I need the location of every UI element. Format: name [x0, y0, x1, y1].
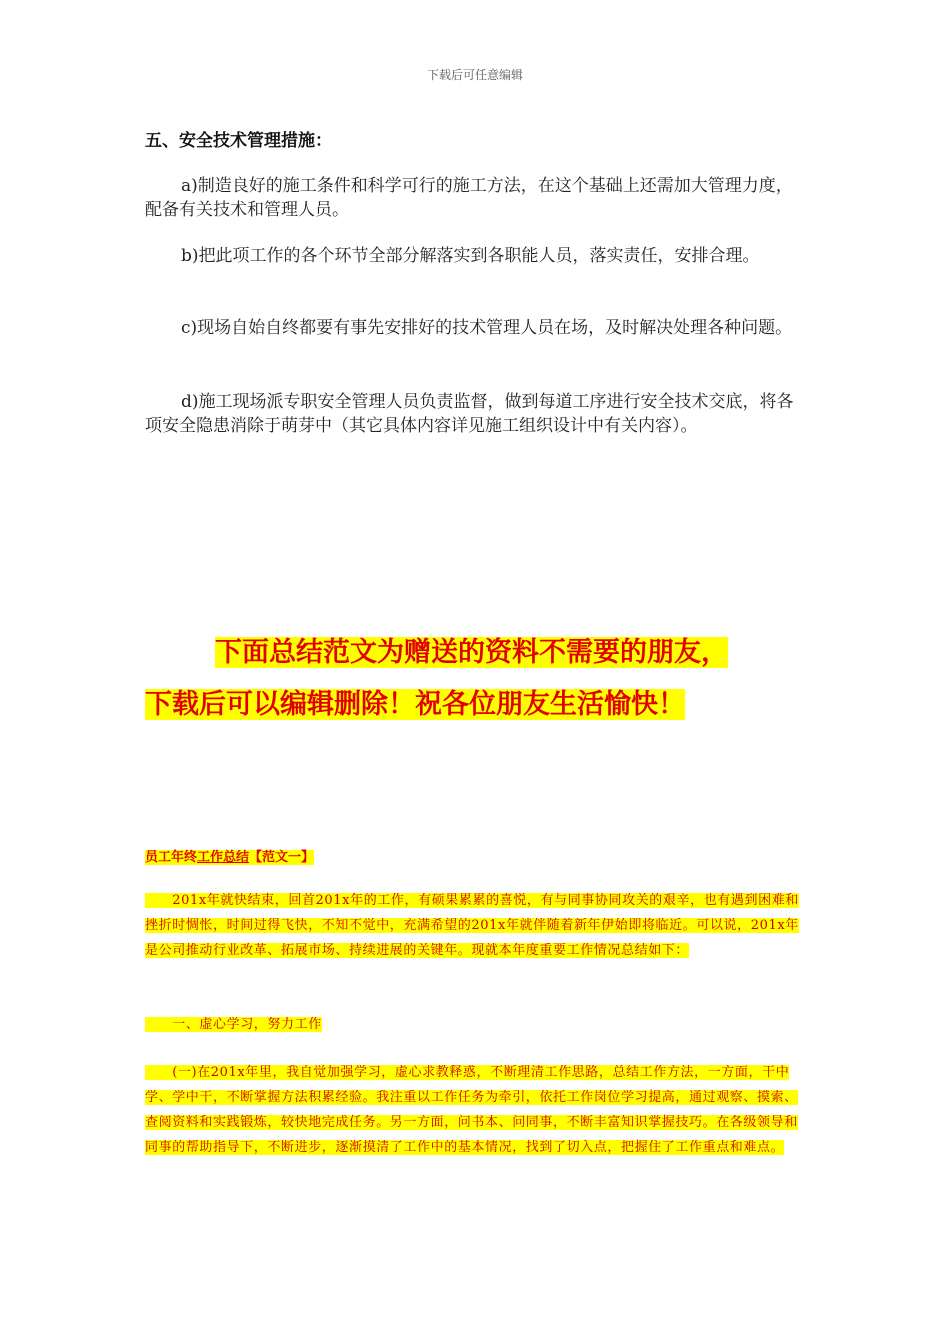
banner-text-1: 下面总结范文为赠送的资料不需要的朋友， — [215, 637, 728, 668]
banner-line-2 — [145, 686, 805, 724]
section-item-b: b)把此项工作的各个环节全部分解落实到各职能人员，落实责任，安排合理。 — [181, 246, 760, 266]
article-title-link[interactable]: 工作总结 — [197, 850, 250, 865]
section-item-a: a)制造良好的施工条件和科学可行的施工方法，在这个基础上还需加大管理力度，配备有关技术和管理人员。 — [145, 176, 793, 220]
article-title — [145, 846, 314, 865]
article-heading-1-text: 一、虚心学习，努力工作 — [145, 1017, 322, 1032]
banner-line-1 — [145, 634, 805, 672]
section-item-c: c)现场自始自终都要有事先安排好的技术管理人员在场，及时解决处理各种问题。 — [181, 318, 793, 338]
article-paragraph-1 — [145, 888, 805, 963]
article-title-suffix: 【范文一】 — [249, 850, 315, 865]
page-header: 下载后可任意编辑 — [426, 68, 523, 82]
section-title: 五、安全技术管理措施： — [145, 131, 332, 151]
article-paragraph-2 — [145, 1060, 805, 1160]
banner-text-2: 下载后可以编辑删除！祝各位朋友生活愉快！ — [145, 689, 685, 720]
section-item-d: d)施工现场派专职安全管理人员负责监督，做到每道工序进行安全技术交底，将各项安全隐患消除于萌芽中（其它具体内容详见施工组织设计中有关内容）。 — [145, 392, 794, 436]
article-paragraph-1-text: 201x年就快结束，回首201x年的工作，有硕果累累的喜悦，有与同事协同攻关的艰辛，也有遇到困难和挫折时惆怅，时间过得飞快，不知不觉中，充满希望的201x年就伴随着新年伊始即将临近。可以说，201x年是公司推动行业改革、拓展市场、持续进展的关键年。现就本年度重要工作情况总结如下： — [145, 893, 799, 958]
article-title-prefix: 员工年终 — [145, 850, 198, 865]
article-heading-1 — [145, 1012, 805, 1037]
article-paragraph-2-text: (一)在201x年里，我自觉加强学习，虚心求教释惑，不断理清工作思路，总结工作方法，一方面，干中学、学中干，不断掌握方法积累经验。我注重以工作任务为牵引，依托工作岗位学习提高，通过观察、摸索、查阅资料和实践锻炼，较快地完成任务。另一方面，问书本、问同事，不断丰富知识掌握技巧。在各级领导和同事的帮助指导下，不断进步，逐渐摸清了工作中的基本情况，找到了切入点，把握住了工作重点和难点。 — [145, 1065, 798, 1155]
